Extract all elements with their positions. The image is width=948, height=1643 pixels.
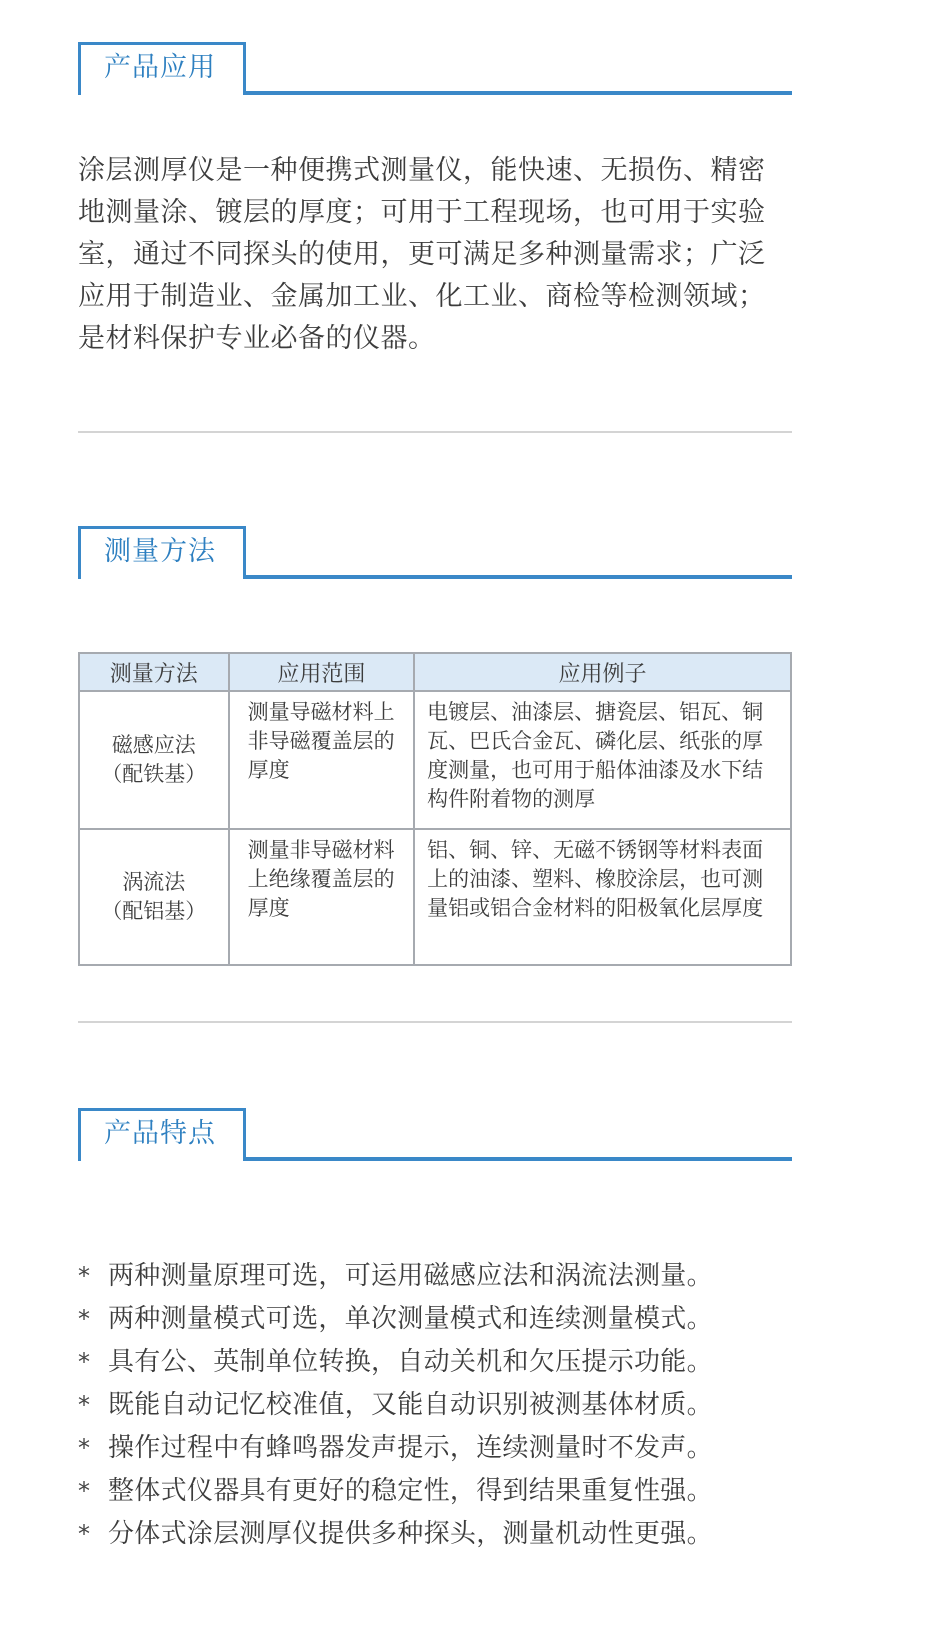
feature-text: 两种测量原理可选，可运用磁感应法和涡流法测量。 <box>108 1261 713 1291</box>
range-cell: 测量导磁材料上非导磁覆盖层的厚度 <box>229 691 415 829</box>
bullet-star: * <box>78 1391 91 1419</box>
feature-text: 整体式仪器具有更好的稳定性，得到结果重复性强。 <box>108 1476 713 1506</box>
feature-text: 两种测量模式可选，单次测量模式和连续测量模式。 <box>108 1304 713 1334</box>
tab-foot <box>78 575 81 579</box>
table-header-cell: 应用例子 <box>414 653 791 691</box>
list-item <box>78 1427 792 1470</box>
feature-text: 既能自动记忆校准值，又能自动识别被测基体材质。 <box>108 1390 713 1420</box>
feature-text: 操作过程中有蜂鸣器发声提示，连续测量时不发声。 <box>108 1433 713 1463</box>
section-divider <box>78 1021 792 1023</box>
bullet-star: * <box>78 1348 91 1376</box>
example-cell: 铝、铜、锌、无磁不锈钢等材料表面上的油漆、塑料、橡胶涂层，也可测量铝或铝合金材料的阳极氧化层厚度 <box>414 829 791 965</box>
application-description: 涂层测厚仪是一种便携式测量仪，能快速、无损伤、精密地测量涂、镀层的厚度；可用于工程现场，也可用于实验室，通过不同探头的使用，更可满足多种测量需求；广泛应用于制造业、金属加工业、化工业、商检等检测领域；是材料保护专业必备的仪器。 <box>78 155 766 354</box>
bullet-star: * <box>78 1305 91 1333</box>
method-cell <box>79 691 229 829</box>
bullet-star: * <box>78 1262 91 1290</box>
list-item <box>78 1255 792 1298</box>
method-base: （配铝基） <box>101 899 207 923</box>
list-item <box>78 1513 792 1556</box>
table-header-cell: 应用范围 <box>229 653 415 691</box>
section-title: 测量方法 <box>104 536 216 567</box>
header-rule <box>243 575 792 579</box>
method-name: 涡流法 <box>122 870 186 894</box>
bullet-star: * <box>78 1434 91 1462</box>
list-item <box>78 1470 792 1513</box>
list-item <box>78 1298 792 1341</box>
section-title: 产品特点 <box>104 1118 216 1149</box>
bullet-star: * <box>78 1520 91 1548</box>
method-cell <box>79 829 229 965</box>
table-header-cell: 测量方法 <box>79 653 229 691</box>
feature-text: 具有公、英制单位转换，自动关机和欠压提示功能。 <box>108 1347 713 1377</box>
section-header-features <box>78 1108 792 1164</box>
bullet-star: * <box>78 1477 91 1505</box>
section-header-application <box>78 42 792 98</box>
feature-text: 分体式涂层测厚仪提供多种探头，测量机动性更强。 <box>108 1519 713 1549</box>
table-row <box>79 691 791 829</box>
header-rule <box>243 1157 792 1161</box>
section-divider <box>78 431 792 433</box>
table-header-row <box>79 653 791 691</box>
method-base: （配铁基） <box>101 762 207 786</box>
list-item <box>78 1341 792 1384</box>
range-cell: 测量非导磁材料上绝缘覆盖层的厚度 <box>229 829 415 965</box>
header-rule <box>243 91 792 95</box>
feature-list <box>78 1255 792 1556</box>
list-item <box>78 1384 792 1427</box>
table-row <box>79 829 791 965</box>
tab-foot <box>78 91 81 95</box>
section-header-method <box>78 526 792 582</box>
method-name: 磁感应法 <box>111 733 196 757</box>
section-title: 产品应用 <box>104 52 216 83</box>
tab-foot <box>78 1157 81 1161</box>
example-cell: 电镀层、油漆层、搪瓷层、铝瓦、铜瓦、巴氏合金瓦、磷化层、纸张的厚度测量，也可用于船体油漆及水下结构件附着物的测厚 <box>414 691 791 829</box>
measurement-method-table <box>78 652 792 966</box>
